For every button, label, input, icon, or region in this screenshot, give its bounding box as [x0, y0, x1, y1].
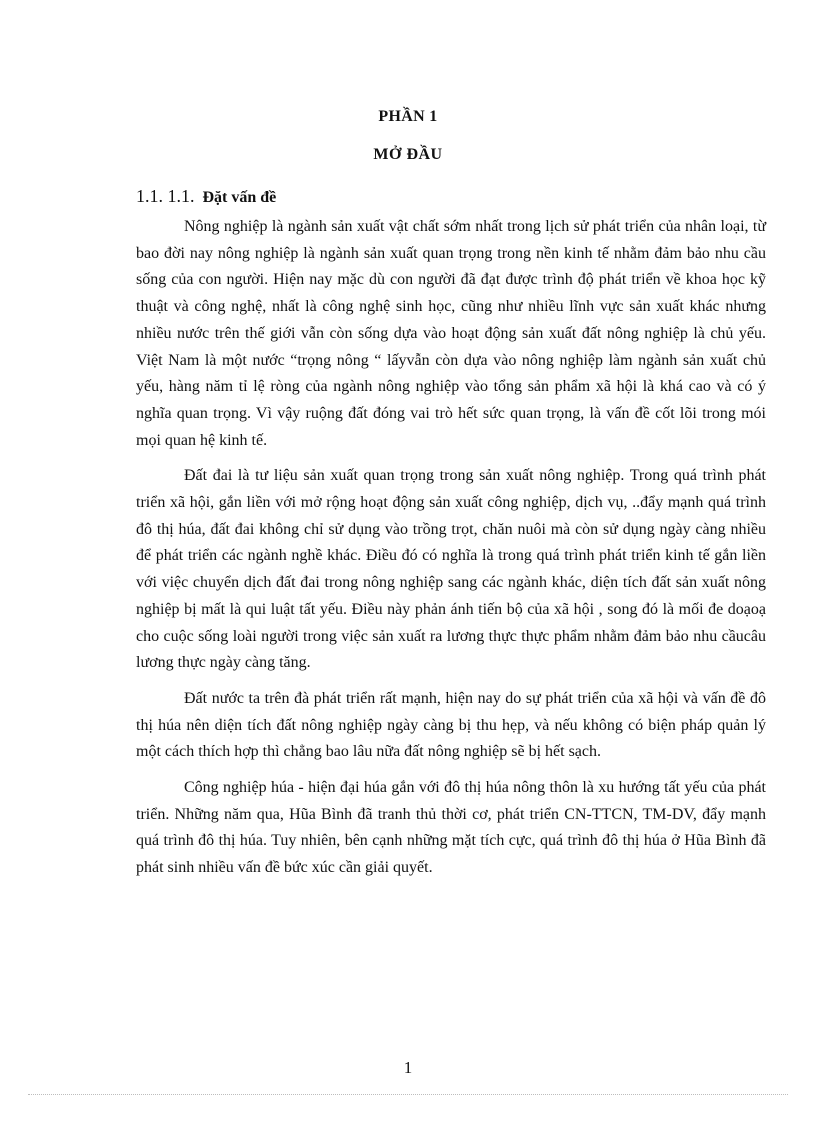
- paragraph: Đất đai là tư liệu sản xuất quan trọng trong sản xuất nông nghiệp. Trong quá trình phát triển xã hội, gắn liền với mở rộng hoạt động sản xuất công nghiệp, dịch vụ, ..đẩy mạnh quá trình đô thị húa, đất đai không chỉ sử dụng vào trồng trọt, chăn nuôi mà còn sử dụng ngày càng nhiều để phát triển các ngành nghề khác. Điều đó có nghĩa là trong quá trình phát triển kinh tế gắn liền với việc chuyển dịch đất đai trong nông nghiệp sang các ngành khác, diện tích đất sản xuất nông nghiệp bị mất là qui luật tất yếu. Điều này phản ánh tiến bộ của xã hội , song đó là mối đe doạoạ cho cuộc sống loài người trong việc sản xuất ra lương thực thực phẩm nhằm đảm bảo nhu cầucâu lương thực ngày càng tăng.: [136, 467, 766, 672]
- part-title: PHẦN 1: [378, 108, 438, 125]
- page-number: 1: [403, 1058, 413, 1077]
- section-title: Đặt vấn đề: [202, 189, 277, 206]
- section-number: 1.1. 1.1.: [136, 186, 195, 206]
- paragraph: Nông nghiệp là ngành sản xuất vật chất sớm nhất trong lịch sử phát triển của nhân loại, từ bao đời nay nông nghiệp là ngành sản xuất quan trọng trong nền kinh tế nhằm đảm bảo nhu cầu sống của con người. Hiện nay mặc dù con người đã đạt được trình độ phát triển về khoa học kỹ thuật và công nghệ, nhất là công nghệ sinh học, cũng như nhiều lĩnh vực sản xuất khác nhưng nhiều nước trên thế giới vẫn còn sống dựa vào hoạt động sản xuất đất nông nghiệp là chủ yếu. Việt Nam là một nước “trọng nông “ lấyvẫn còn dựa vào nông nghiệp làm ngành sản xuất chủ yếu, hàng năm tỉ lệ ròng của ngành nông nghiệp vào tổng sản phẩm xã hội là khá cao và có ý nghĩa quan trọng. Vì vậy ruộng đất đóng vai trò hết sức quan trọng, là vấn đề cốt lõi trong mói mọi quan hệ kinh tế.: [136, 218, 766, 449]
- paragraph: Đất nước ta trên đà phát triển rất mạnh, hiện nay do sự phát triển của xã hội và vấn đề đô thị húa nên diện tích đất nông nghiệp ngày càng bị thu hẹp, và nếu không có biện pháp quản lý một cách thích hợp thì chẳng bao lâu nữa đất nông nghiệp sẽ bị hết sạch.: [136, 689, 766, 761]
- paragraph: Công nghiệp húa - hiện đại húa gắn với đô thị húa nông thôn là xu hướng tất yếu của phát triển. Những năm qua, Hũa Bình đã tranh thủ thời cơ, phát triển CN-TTCN, TM-DV, đẩy mạnh quá trình đô thị húa. Tuy nhiên, bên cạnh những mặt tích cực, quá trình đô thị húa ở Hũa Bình đã phát sinh nhiều vấn đề bức xúc cần giải quyết.: [136, 779, 766, 877]
- chapter-title: MỞ ĐẦU: [373, 146, 443, 163]
- page-bottom-divider: [28, 1094, 788, 1095]
- section-heading: [136, 186, 276, 207]
- body-text: [136, 214, 766, 891]
